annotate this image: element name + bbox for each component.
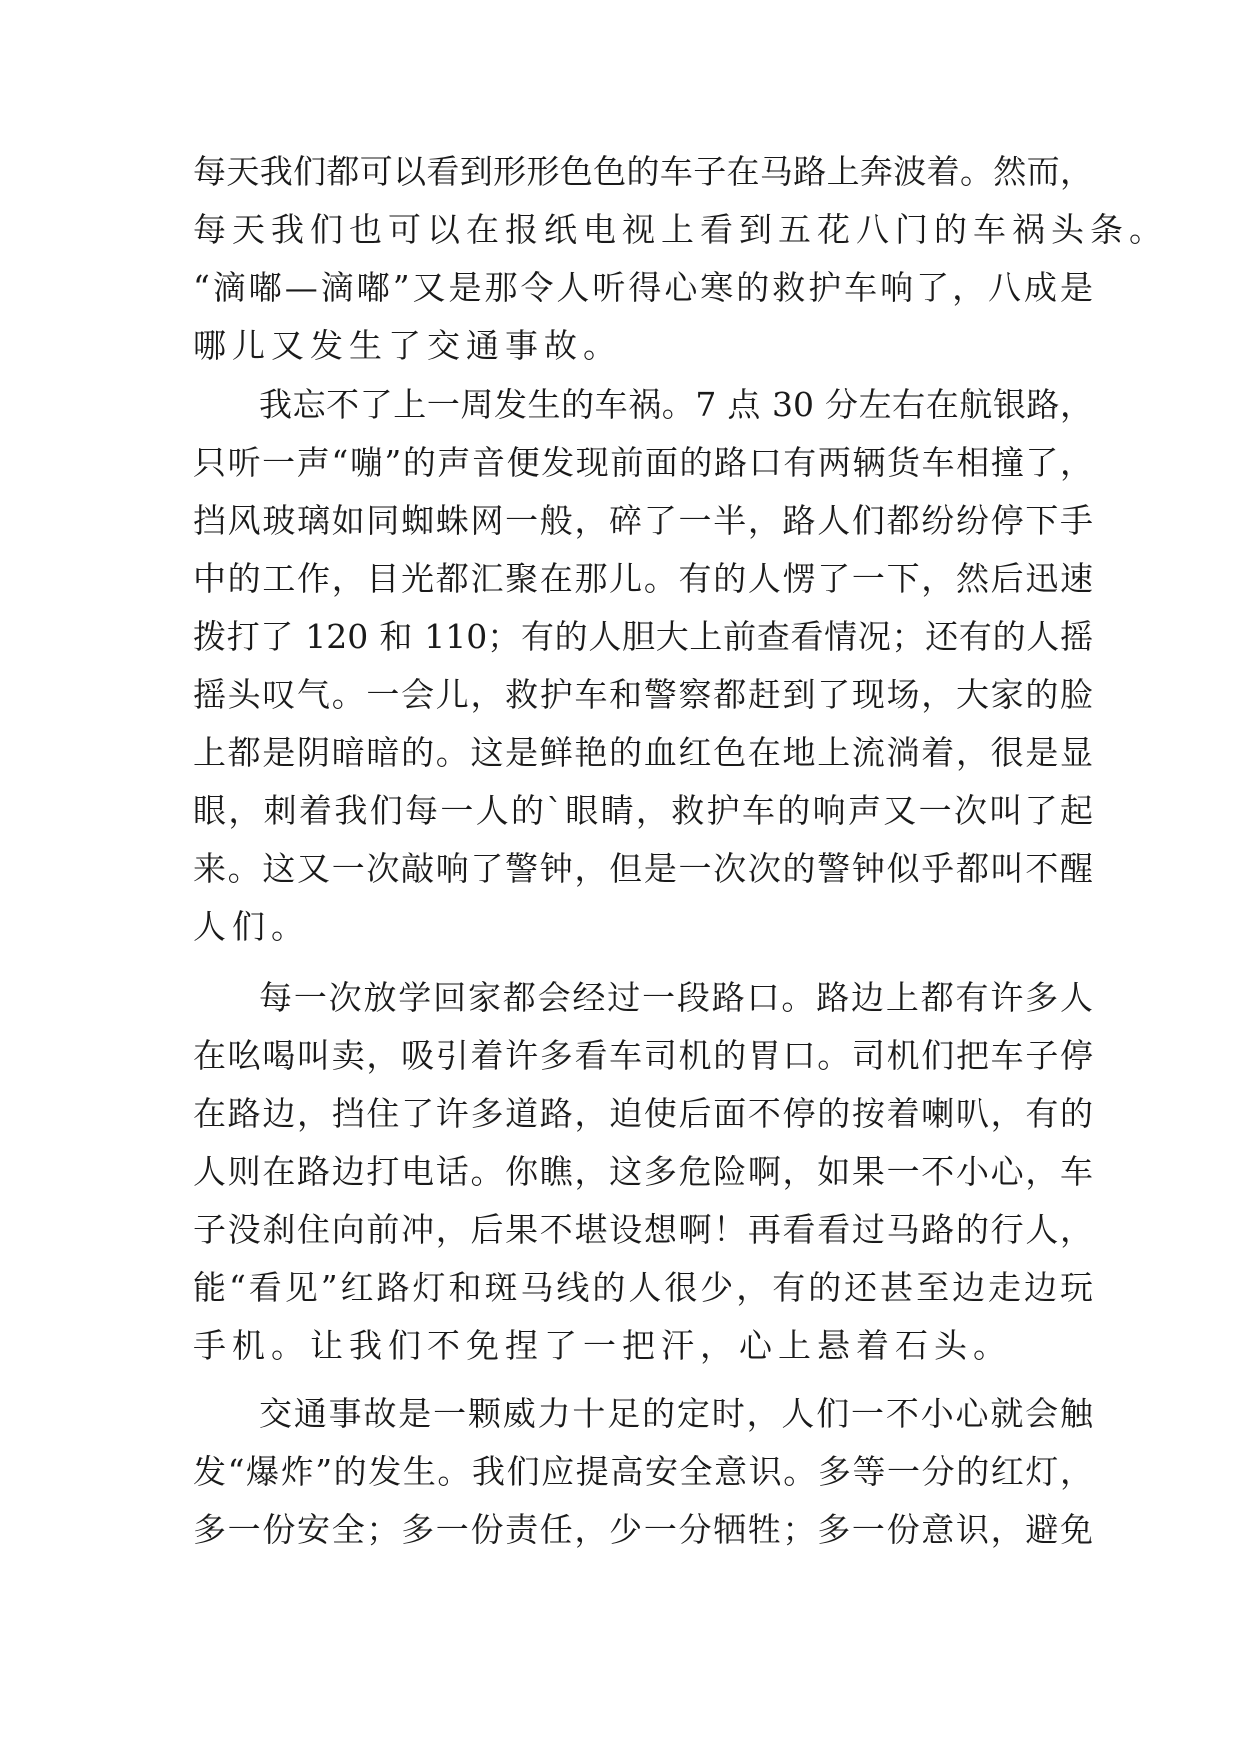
- text-line: 能“看见”红路灯和斑马线的人很少，有的还甚至边走边玩: [193, 1268, 1093, 1307]
- text-line: 每天我们都可以看到形形色色的车子在马路上奔波着。然而，: [193, 152, 1093, 191]
- text-line: 多一份安全；多一份责任，少一分牺牲；多一份意识，避免: [193, 1510, 1093, 1549]
- text-line: 在路边，挡住了许多道路，迫使后面不停的按着喇叭，有的: [193, 1094, 1093, 1133]
- text-line: 挡风玻璃如同蜘蛛网一般，碎了一半，路人们都纷纷停下手: [193, 501, 1093, 540]
- text-line: 拨打了 120 和 110；有的人胆大上前查看情况；还有的人摇: [193, 617, 1093, 656]
- text-line: 人们。: [193, 907, 310, 946]
- text-line: 中的工作，目光都汇聚在那儿。有的人愣了一下，然后迅速: [193, 559, 1093, 598]
- text-line: 人则在路边打电话。你瞧，这多危险啊，如果一不小心，车: [193, 1152, 1093, 1191]
- text-line: 眼，刺着我们每一人的`眼睛，救护车的响声又一次叫了起: [193, 791, 1093, 830]
- text-line: 发“爆炸”的发生。我们应提高安全意识。多等一分的红灯，: [193, 1452, 1093, 1491]
- text-line: 上都是阴暗暗的。这是鲜艳的血红色在地上流淌着，很是显: [193, 733, 1093, 772]
- text-line: 哪儿又发生了交通事故。: [193, 326, 622, 365]
- paragraph-first-line: 交通事故是一颗威力十足的定时，人们一不小心就会触: [259, 1394, 1093, 1433]
- text-line: 摇头叹气。一会儿，救护车和警察都赶到了现场，大家的脸: [193, 675, 1093, 714]
- text-line: 手机。让我们不免捏了一把汗，心上悬着石头。: [193, 1326, 1012, 1365]
- paragraph-first-line: 我忘不了上一周发生的车祸。7 点 30 分左右在航银路，: [259, 385, 1093, 424]
- text-line: 在吆喝叫卖，吸引着许多看车司机的胃口。司机们把车子停: [193, 1036, 1093, 1075]
- text-line: 子没刹住向前冲，后果不堪设想啊！再看看过马路的行人，: [193, 1210, 1093, 1249]
- paragraph-first-line: 每一次放学回家都会经过一段路口。路边上都有许多人: [259, 978, 1093, 1017]
- text-line: “滴嘟—滴嘟”又是那令人听得心寒的救护车响了，八成是: [193, 268, 1093, 307]
- text-line: 每天我们也可以在报纸电视上看到五花八门的车祸头条。: [193, 210, 1168, 249]
- text-line: 来。这又一次敲响了警钟，但是一次次的警钟似乎都叫不醒: [193, 849, 1093, 888]
- text-line: 只听一声“嘣”的声音便发现前面的路口有两辆货车相撞了，: [193, 443, 1093, 482]
